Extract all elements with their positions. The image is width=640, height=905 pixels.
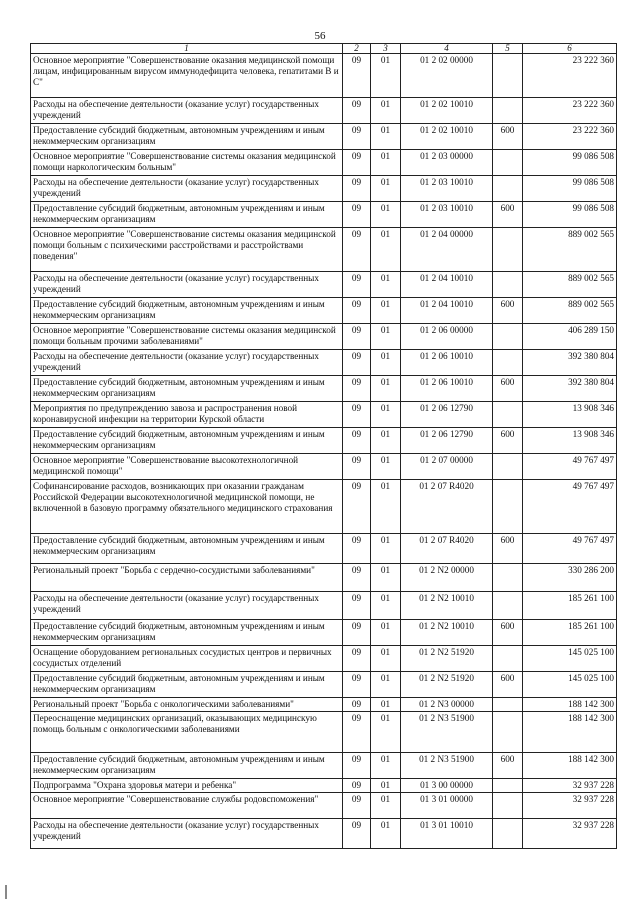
row-section: 09 xyxy=(343,819,371,849)
row-expense-type xyxy=(493,819,523,849)
row-amount: 32 937 228 xyxy=(523,819,617,849)
row-amount: 49 767 497 xyxy=(523,534,617,564)
row-expense-type xyxy=(493,350,523,376)
header-row xyxy=(31,44,617,54)
row-amount: 99 086 508 xyxy=(523,202,617,228)
row-section: 09 xyxy=(343,564,371,592)
row-target-code: 01 2 02 10010 xyxy=(401,98,493,124)
row-name: Основное мероприятие "Совершенствование службы родовспоможения" xyxy=(31,793,343,819)
row-amount: 145 025 100 xyxy=(523,672,617,698)
row-amount: 32 937 228 xyxy=(523,779,617,793)
row-section: 09 xyxy=(343,428,371,454)
row-name: Основное мероприятие "Совершенствование системы оказания медицинской помощи больным прочими заболеваниями" xyxy=(31,324,343,350)
row-subsection: 01 xyxy=(371,376,401,402)
row-name: Мероприятия по предупреждению завоза и распространения новой коронавирусной инфекции на территории Курской области xyxy=(31,402,343,428)
row-expense-type xyxy=(493,272,523,298)
table-row xyxy=(31,698,617,712)
row-name: Основное мероприятие "Совершенствование оказания медицинской помощи лицам, инфицированным вирусом иммунодефицита человека, гепатитами В и С" xyxy=(31,54,343,98)
row-amount: 188 142 300 xyxy=(523,698,617,712)
row-amount: 889 002 565 xyxy=(523,298,617,324)
row-target-code: 01 2 06 00000 xyxy=(401,324,493,350)
table-row xyxy=(31,124,617,150)
row-amount: 889 002 565 xyxy=(523,272,617,298)
row-name: Расходы на обеспечение деятельности (оказание услуг) государственных учреждений xyxy=(31,272,343,298)
header-col-1: 1 xyxy=(31,44,343,54)
row-subsection: 01 xyxy=(371,202,401,228)
row-subsection: 01 xyxy=(371,793,401,819)
row-section: 09 xyxy=(343,124,371,150)
row-name: Оснащение оборудованием региональных сосудистых центров и первичных сосудистых отделений xyxy=(31,646,343,672)
table-row xyxy=(31,592,617,620)
row-name: Расходы на обеспечение деятельности (оказание услуг) государственных учреждений xyxy=(31,98,343,124)
row-section: 09 xyxy=(343,534,371,564)
header-col-2: 2 xyxy=(343,44,371,54)
row-target-code: 01 2 02 10010 xyxy=(401,124,493,150)
table-row xyxy=(31,402,617,428)
row-name: Расходы на обеспечение деятельности (оказание услуг) государственных учреждений xyxy=(31,176,343,202)
row-subsection: 01 xyxy=(371,646,401,672)
row-target-code: 01 2 N2 10010 xyxy=(401,592,493,620)
row-target-code: 01 2 03 10010 xyxy=(401,202,493,228)
row-target-code: 01 3 01 00000 xyxy=(401,793,493,819)
row-section: 09 xyxy=(343,54,371,98)
table-row xyxy=(31,272,617,298)
row-section: 09 xyxy=(343,646,371,672)
row-name: Региональный проект "Борьба с сердечно-сосудистыми заболеваниями" xyxy=(31,564,343,592)
row-amount: 188 142 300 xyxy=(523,753,617,779)
row-subsection: 01 xyxy=(371,534,401,564)
table-row xyxy=(31,819,617,849)
row-section: 09 xyxy=(343,324,371,350)
row-amount: 889 002 565 xyxy=(523,228,617,272)
row-subsection: 01 xyxy=(371,272,401,298)
row-expense-type xyxy=(493,98,523,124)
row-expense-type: 600 xyxy=(493,124,523,150)
table-row xyxy=(31,150,617,176)
row-target-code: 01 2 06 10010 xyxy=(401,350,493,376)
table-row xyxy=(31,672,617,698)
row-name: Расходы на обеспечение деятельности (оказание услуг) государственных учреждений xyxy=(31,350,343,376)
table-row xyxy=(31,376,617,402)
row-target-code: 01 2 04 00000 xyxy=(401,228,493,272)
budget-table xyxy=(30,43,617,849)
margin-mark xyxy=(5,885,7,899)
row-subsection: 01 xyxy=(371,54,401,98)
row-expense-type xyxy=(493,176,523,202)
row-expense-type xyxy=(493,793,523,819)
row-target-code: 01 2 03 00000 xyxy=(401,150,493,176)
row-name: Основное мероприятие "Совершенствование системы оказания медицинской помощи наркологическим больным" xyxy=(31,150,343,176)
row-name: Подпрограмма "Охрана здоровья матери и ребенка" xyxy=(31,779,343,793)
row-expense-type xyxy=(493,779,523,793)
row-amount: 49 767 497 xyxy=(523,454,617,480)
row-subsection: 01 xyxy=(371,98,401,124)
header-col-3: 3 xyxy=(371,44,401,54)
row-amount: 49 767 497 xyxy=(523,480,617,534)
row-section: 09 xyxy=(343,350,371,376)
row-expense-type xyxy=(493,150,523,176)
row-target-code: 01 2 06 12790 xyxy=(401,402,493,428)
row-amount: 23 222 360 xyxy=(523,124,617,150)
row-expense-type xyxy=(493,454,523,480)
row-name: Предоставление субсидий бюджетным, автономным учреждениям и иным некоммерческим организациям xyxy=(31,298,343,324)
table-row xyxy=(31,753,617,779)
row-amount: 392 380 804 xyxy=(523,376,617,402)
row-target-code: 01 2 07 R4020 xyxy=(401,534,493,564)
row-section: 09 xyxy=(343,402,371,428)
row-name: Предоставление субсидий бюджетным, автономным учреждениям и иным некоммерческим организациям xyxy=(31,620,343,646)
row-section: 09 xyxy=(343,620,371,646)
table-row xyxy=(31,428,617,454)
table-row xyxy=(31,646,617,672)
table-row xyxy=(31,620,617,646)
row-section: 09 xyxy=(343,376,371,402)
row-subsection: 01 xyxy=(371,428,401,454)
row-section: 09 xyxy=(343,592,371,620)
row-name: Основное мероприятие "Совершенствование высокотехнологичной медицинской помощи" xyxy=(31,454,343,480)
row-expense-type: 600 xyxy=(493,534,523,564)
row-subsection: 01 xyxy=(371,402,401,428)
row-name: Предоставление субсидий бюджетным, автономным учреждениям и иным некоммерческим организациям xyxy=(31,428,343,454)
table-row xyxy=(31,480,617,534)
row-subsection: 01 xyxy=(371,753,401,779)
row-expense-type xyxy=(493,564,523,592)
row-name: Предоставление субсидий бюджетным, автономным учреждениям и иным некоммерческим организациям xyxy=(31,534,343,564)
row-expense-type: 600 xyxy=(493,753,523,779)
row-name: Переоснащение медицинских организаций, оказывающих медицинскую помощь больным с онкологическими заболеваниями xyxy=(31,712,343,753)
table-row xyxy=(31,454,617,480)
row-amount: 23 222 360 xyxy=(523,98,617,124)
table-row xyxy=(31,176,617,202)
row-amount: 13 908 346 xyxy=(523,402,617,428)
row-target-code: 01 3 01 10010 xyxy=(401,819,493,849)
row-name: Расходы на обеспечение деятельности (оказание услуг) государственных учреждений xyxy=(31,592,343,620)
row-subsection: 01 xyxy=(371,564,401,592)
row-section: 09 xyxy=(343,272,371,298)
row-section: 09 xyxy=(343,480,371,534)
row-target-code: 01 2 N2 51920 xyxy=(401,672,493,698)
table-row xyxy=(31,534,617,564)
row-expense-type xyxy=(493,480,523,534)
row-subsection: 01 xyxy=(371,592,401,620)
row-target-code: 01 2 07 R4020 xyxy=(401,480,493,534)
row-amount: 185 261 100 xyxy=(523,620,617,646)
table-body xyxy=(31,54,617,849)
row-expense-type: 600 xyxy=(493,376,523,402)
row-target-code: 01 2 N2 10010 xyxy=(401,620,493,646)
row-name: Предоставление субсидий бюджетным, автономным учреждениям и иным некоммерческим организациям xyxy=(31,753,343,779)
row-target-code: 01 2 04 10010 xyxy=(401,298,493,324)
row-section: 09 xyxy=(343,176,371,202)
row-subsection: 01 xyxy=(371,698,401,712)
row-subsection: 01 xyxy=(371,620,401,646)
row-section: 09 xyxy=(343,98,371,124)
row-expense-type xyxy=(493,592,523,620)
row-amount: 392 380 804 xyxy=(523,350,617,376)
row-amount: 32 937 228 xyxy=(523,793,617,819)
row-section: 09 xyxy=(343,698,371,712)
row-amount: 188 142 300 xyxy=(523,712,617,753)
table-row xyxy=(31,98,617,124)
table-row xyxy=(31,779,617,793)
row-subsection: 01 xyxy=(371,150,401,176)
row-target-code: 01 2 N3 51900 xyxy=(401,753,493,779)
row-expense-type xyxy=(493,54,523,98)
row-section: 09 xyxy=(343,150,371,176)
row-subsection: 01 xyxy=(371,350,401,376)
row-subsection: 01 xyxy=(371,298,401,324)
row-amount: 185 261 100 xyxy=(523,592,617,620)
row-subsection: 01 xyxy=(371,228,401,272)
row-amount: 406 289 150 xyxy=(523,324,617,350)
row-section: 09 xyxy=(343,298,371,324)
row-expense-type xyxy=(493,646,523,672)
row-section: 09 xyxy=(343,712,371,753)
row-section: 09 xyxy=(343,753,371,779)
row-target-code: 01 2 N2 51920 xyxy=(401,646,493,672)
table-row xyxy=(31,564,617,592)
row-expense-type xyxy=(493,228,523,272)
row-subsection: 01 xyxy=(371,176,401,202)
row-expense-type: 600 xyxy=(493,620,523,646)
row-target-code: 01 2 06 12790 xyxy=(401,428,493,454)
row-name: Предоставление субсидий бюджетным, автономным учреждениям и иным некоммерческим организациям xyxy=(31,672,343,698)
row-section: 09 xyxy=(343,779,371,793)
row-amount: 99 086 508 xyxy=(523,150,617,176)
table-row xyxy=(31,324,617,350)
row-section: 09 xyxy=(343,454,371,480)
row-expense-type xyxy=(493,324,523,350)
row-target-code: 01 2 04 10010 xyxy=(401,272,493,298)
row-subsection: 01 xyxy=(371,819,401,849)
header-col-5: 5 xyxy=(493,44,523,54)
row-target-code: 01 2 06 10010 xyxy=(401,376,493,402)
row-amount: 13 908 346 xyxy=(523,428,617,454)
row-target-code: 01 2 07 00000 xyxy=(401,454,493,480)
row-section: 09 xyxy=(343,228,371,272)
header-col-4: 4 xyxy=(401,44,493,54)
row-subsection: 01 xyxy=(371,712,401,753)
row-target-code: 01 2 N3 51900 xyxy=(401,712,493,753)
row-name: Региональный проект "Борьба с онкологическими заболеваниями" xyxy=(31,698,343,712)
row-subsection: 01 xyxy=(371,672,401,698)
row-amount: 99 086 508 xyxy=(523,176,617,202)
row-name: Софинансирование расходов, возникающих при оказании гражданам Российской Федерации высокотехнологичной медицинской помощи, не включенной в базовую программу обязательного медицинского страхования xyxy=(31,480,343,534)
row-section: 09 xyxy=(343,793,371,819)
row-expense-type xyxy=(493,712,523,753)
row-subsection: 01 xyxy=(371,324,401,350)
row-target-code: 01 2 N2 00000 xyxy=(401,564,493,592)
row-subsection: 01 xyxy=(371,779,401,793)
row-section: 09 xyxy=(343,672,371,698)
row-name: Основное мероприятие "Совершенствование системы оказания медицинской помощи больным с психическими расстройствами и расстройствами поведения" xyxy=(31,228,343,272)
row-expense-type: 600 xyxy=(493,672,523,698)
row-expense-type: 600 xyxy=(493,202,523,228)
row-target-code: 01 2 02 00000 xyxy=(401,54,493,98)
row-target-code: 01 2 N3 00000 xyxy=(401,698,493,712)
row-expense-type: 600 xyxy=(493,298,523,324)
table-row xyxy=(31,350,617,376)
table-row xyxy=(31,793,617,819)
table-row xyxy=(31,54,617,98)
row-expense-type xyxy=(493,698,523,712)
row-subsection: 01 xyxy=(371,454,401,480)
row-subsection: 01 xyxy=(371,124,401,150)
row-name: Предоставление субсидий бюджетным, автономным учреждениям и иным некоммерческим организациям xyxy=(31,202,343,228)
header-col-6: 6 xyxy=(523,44,617,54)
row-expense-type xyxy=(493,402,523,428)
table-row xyxy=(31,712,617,753)
row-subsection: 01 xyxy=(371,480,401,534)
page-number: 56 xyxy=(314,30,326,42)
row-amount: 145 025 100 xyxy=(523,646,617,672)
row-name: Предоставление субсидий бюджетным, автономным учреждениям и иным некоммерческим организациям xyxy=(31,376,343,402)
row-target-code: 01 3 00 00000 xyxy=(401,779,493,793)
table-row xyxy=(31,202,617,228)
row-name: Расходы на обеспечение деятельности (оказание услуг) государственных учреждений xyxy=(31,819,343,849)
table-row xyxy=(31,298,617,324)
row-name: Предоставление субсидий бюджетным, автономным учреждениям и иным некоммерческим организациям xyxy=(31,124,343,150)
row-target-code: 01 2 03 10010 xyxy=(401,176,493,202)
row-amount: 330 286 200 xyxy=(523,564,617,592)
row-section: 09 xyxy=(343,202,371,228)
row-expense-type: 600 xyxy=(493,428,523,454)
row-amount: 23 222 360 xyxy=(523,54,617,98)
table-row xyxy=(31,228,617,272)
